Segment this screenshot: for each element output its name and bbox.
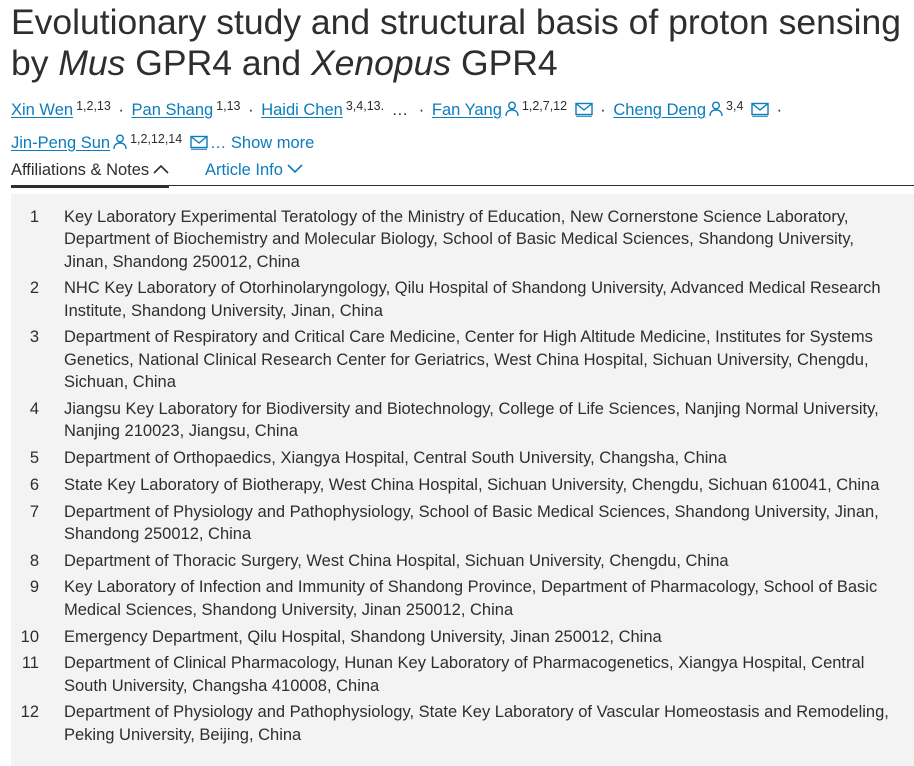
affiliation-item xyxy=(11,206,914,273)
affiliation-number: 3 xyxy=(29,328,39,347)
affiliation-text: Key Laboratory Experimental Teratology of the Ministry of Education, New Cornerstone Science Laboratory, Department of Biochemistry and Molecular Biology, School of Basic Medical Sciences, Shandong University, Jinan, Shandong 250012, China xyxy=(64,208,854,271)
affiliation-item xyxy=(11,277,914,322)
affiliation-number: 1 xyxy=(29,208,39,226)
tab-affiliations-notes[interactable] xyxy=(11,159,169,188)
mail-icon[interactable] xyxy=(575,99,593,126)
affiliation-item xyxy=(11,701,914,746)
affiliation-item xyxy=(11,398,914,443)
author-separator: · xyxy=(418,101,425,119)
title-species-mus: Mus xyxy=(58,43,126,83)
affiliation-item xyxy=(11,501,914,546)
title-text: GPR4 and xyxy=(125,43,311,83)
author-affiliation-refs: 1,2,7,12 xyxy=(521,99,568,113)
affiliation-number: 6 xyxy=(29,475,39,494)
affiliation-text: Department of Respiratory and Critical Care Medicine, Center for High Altitude Medicine, Institutes for Systems Genetics, National Clinical Research Center for Geriatrics, West China Hospital, Sichuan University, Chengdu, Sichuan, China xyxy=(64,328,873,392)
affiliation-item xyxy=(11,474,914,496)
author-link[interactable]: Jin-Peng Sun xyxy=(11,134,111,152)
author-ellipsis: … xyxy=(391,101,409,119)
tab-article-info[interactable] xyxy=(205,159,303,180)
affiliation-item xyxy=(11,326,914,393)
affiliation-text: Jiangsu Key Laboratory for Biodiversity and Biotechnology, College of Life Sciences, Nanjing Normal University, Nanjing 210023, Jiangsu, China xyxy=(64,399,879,441)
show-more-button[interactable]: … Show more xyxy=(209,134,315,152)
tab-label: Affiliations & Notes xyxy=(11,161,150,179)
author-link[interactable]: Haidi Chen xyxy=(261,101,343,119)
affiliation-text: Department of Thoracic Surgery, West China Hospital, Sichuan University, Chengdu, China xyxy=(64,551,729,570)
affiliation-item xyxy=(11,576,914,621)
author-link[interactable]: Xin Wen xyxy=(11,101,74,119)
chevron-up-icon xyxy=(153,159,169,179)
affiliation-number: 9 xyxy=(29,578,39,597)
affiliation-number: 10 xyxy=(20,627,39,646)
affiliation-text: Department of Orthopaedics, Xiangya Hospital, Central South University, Changsha, China xyxy=(64,448,727,467)
author-separator: · xyxy=(776,101,783,119)
affiliation-text: Key Laboratory of Infection and Immunity of Shandong Province, Department of Pharmacology, School of Basic Medical Sciences, Shandong University, Jinan 250012, China xyxy=(64,578,878,619)
person-icon[interactable] xyxy=(709,99,723,126)
person-icon[interactable] xyxy=(505,99,519,126)
affiliation-number: 7 xyxy=(29,502,39,521)
article-title xyxy=(11,2,911,84)
author-affiliation-refs: 3,4 xyxy=(726,99,744,113)
affiliation-number: 5 xyxy=(29,448,39,467)
affiliation-text: State Key Laboratory of Biotherapy, West China Hospital, Sichuan University, Chengdu, Sichuan 610041, China xyxy=(64,475,880,494)
mail-icon[interactable] xyxy=(751,99,769,126)
title-text: GPR4 xyxy=(451,43,558,83)
affiliation-item xyxy=(11,447,914,469)
affiliation-number: 2 xyxy=(29,279,39,298)
affiliation-text: NHC Key Laboratory of Otorhinolaryngology, Qilu Hospital of Shandong University, Advanced Medical Research Institute, Shandong University, Jinan, China xyxy=(64,279,881,320)
affiliation-number: 11 xyxy=(21,654,39,673)
affiliation-text: Emergency Department, Qilu Hospital, Shandong University, Jinan 250012, China xyxy=(64,627,662,646)
author-separator: · xyxy=(118,101,124,119)
author-link[interactable]: Fan Yang xyxy=(431,101,502,119)
chevron-down-icon xyxy=(287,159,303,179)
author-link[interactable]: Pan Shang xyxy=(131,101,214,119)
affiliations-panel xyxy=(11,194,914,766)
author-affiliation-refs: 1,2,13 xyxy=(76,99,111,113)
article-tabs xyxy=(11,156,914,186)
affiliation-number: 4 xyxy=(29,399,39,418)
title-species-xenopus: Xenopus xyxy=(310,43,452,83)
affiliation-item xyxy=(11,626,914,648)
mail-icon[interactable] xyxy=(190,132,208,159)
author-link[interactable]: Cheng Deng xyxy=(613,101,707,119)
author-list xyxy=(11,93,901,159)
affiliation-list xyxy=(11,206,914,751)
affiliation-number: 12 xyxy=(20,703,39,722)
affiliation-item xyxy=(11,652,914,697)
tab-label: Article Info xyxy=(205,161,283,179)
author-affiliation-refs: 1,2,12,14 xyxy=(130,132,183,146)
affiliation-item xyxy=(11,550,914,572)
author-separator: · xyxy=(248,101,254,119)
author-affiliation-refs: 3,4,13. xyxy=(345,99,385,113)
affiliation-number: 8 xyxy=(29,551,39,570)
person-icon[interactable] xyxy=(113,132,127,159)
title-text: Evolutionary study and structural basis of proton sensing by xyxy=(11,2,901,83)
affiliation-text: Department of Clinical Pharmacology, Hunan Key Laboratory of Pharmacogenetics, Xiangya Hospital, Central South University, Changsha 410008, China xyxy=(64,654,865,695)
author-separator: · xyxy=(600,101,606,119)
affiliation-text: Department of Physiology and Pathophysiology, School of Basic Medical Sciences, Shandong University, Jinan, Shandong 250012, China xyxy=(64,502,879,543)
affiliation-text: Department of Physiology and Pathophysiology, State Key Laboratory of Vascular Homeostasis and Remodeling, Peking University, Beijing, China xyxy=(64,703,889,744)
author-affiliation-refs: 1,13 xyxy=(216,99,241,113)
